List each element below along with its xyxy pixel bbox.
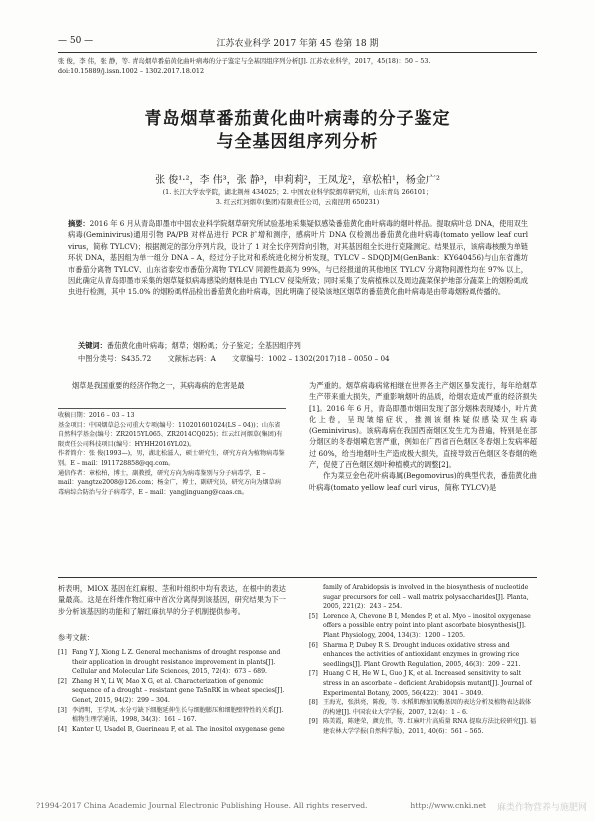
copyright-notice: ?1994-2017 China Academic Journal Electronic Publishing House. All rights reserved. [36, 801, 368, 810]
reference-item: [1] Fang Y J, Xiong L Z. General mechanisms of drought response and their application in drought resistance improvement in plants[J]. Cellular and Molecular Life Sciences, 2015, 72(4)：673 – 689. [58, 649, 281, 676]
footnote [58, 411, 286, 497]
affiliations [0, 187, 595, 207]
keywords-label: 关键词： [78, 341, 107, 350]
reference-item: [2] Zhang H Y, Li W, Mao X G, et al. Characterization of genomic sequence of a drought – resistant gene TaSnRK in wheat species[J]. Genet, 2015, 94(2)：299 – 304. [58, 677, 285, 704]
abstract [68, 218, 528, 298]
reference-item: [9] 陈美霞，陈建荣，颜克伟，等. 红麻叶片高质量 RNA 提取方法比较研究[J]. 福建农林大学学报(自然科学版)，2011, 40(6)：561 – 565. [309, 718, 537, 735]
title-line-2: 与全基因组序列分析 [216, 132, 379, 152]
first-author-bio: 作者简介：张 俊(1993—)，男，湖北松滋人，硕士研究生，研究方向为植物病毒鉴别。E – mail：l911728858@qq.com。 [58, 450, 285, 467]
reference-continuation: family of Arabidopsis is involved in the biosynthesis of nucleotide sugar precursors for cell – wall matrix polysaccharides[J]. Planta, 2005, 221(2)：243 – 254. [323, 584, 529, 611]
citation [58, 56, 538, 76]
title-line-1: 青岛烟草番茄黄化曲叶病毒的分子鉴定 [144, 109, 451, 129]
classification [78, 353, 528, 364]
page-title [0, 108, 595, 154]
reference-item: [4] Kanter U, Usadel B, Guerineau F, et al. The inositol oxygenase gene [58, 725, 285, 733]
section-rule [58, 577, 537, 578]
intro-paragraph: 烟草是我国重要的经济作物之一，其病毒病的危害是最 [72, 381, 245, 390]
page-number: — 50 — [58, 36, 94, 46]
corresponding-author: 通信作者：章松柏，博士，副教授，研究方向为病毒鉴别与分子病毒学，E – mail：yangtze2008@126.com；杨金广，博士，副研究员，研究方向为烟草病毒病综合防治与分子病毒学，E – mail：yangjinguang@caas.cn。 [58, 469, 281, 496]
reference-item: [7] Huang C H, He W L, Guo J K, et al. Increased sensitivity to salt stress in an ascorbate – deficient Arabidopsis mutant[J]. Journal of Experimental Botany, 2005, 56(422)：3041 – 3049. [309, 670, 532, 697]
running-header [58, 36, 537, 50]
header-rule [58, 52, 537, 53]
received-date: 收稿日期：2016 – 03 – 13 [58, 412, 135, 419]
body-paragraph [309, 380, 537, 493]
funding: 基金项目：中国烟草总公司重大专项(编号：110201601024(LS – 04))；山东省自然科学基金(编号：ZR2015YL065、ZR2014CQ025)；红云红河烟草(集团)有限责任公司科技项目(编号：HYHH2016YL02)。 [58, 421, 283, 448]
reference-item: [3] 李清明，王学凤. 水分亏缺下细胞延伸生长与细胞膨压和细胞壁特性的关系[J]. 植物生理学通讯，1998, 34(3)：161 – 167. [58, 706, 284, 724]
doi-line: doi:10.15889/j.issn.1002 – 1302.2017.18.012 [58, 67, 205, 75]
references-left [58, 648, 286, 734]
cnki-link[interactable]: http://www.cnki.net [410, 801, 486, 810]
abstract-label: 摘要： [68, 219, 90, 228]
keywords [78, 340, 528, 351]
clc-number: 中图分类号：S435.72 [78, 354, 152, 363]
journal-title: 江苏农业科学 2017 年第 45 卷第 18 期 [216, 39, 379, 49]
body-text: 为严重的。烟草病毒病常相继在世界各主产烟区暴发流行，每年给烟草生产带来重大损失，严重影响烟叶的品质，给烟农造成严重的经济损失[1]。2016 年 6 月，青岛即墨市烟田发现了部分烟株表现矮小，叶片黄化上卷，呈现皱缩症状，推测该烟株疑似感染双生病毒(Geminivirus)。该病毒病在我国西南烟区发生尤为普遍，特别是在部分烟区的冬春烟嗬危害严重，例如在广西省百色烟区冬春烟上发病率超过 60%，给当地烟叶生产造成极大损失，直接导致百色烟区冬春烟的绝产，促使了百色烟区烟叶种植模式的调整[2]。 [309, 381, 537, 470]
abstract-text: 2016 年 6 月从青岛即墨市中国农业科学院烟草研究所试验基地采集疑似感染番茄黄化曲叶病毒的烟叶样品。提取病叶总 DNA，使用双生病毒(Geminivirus)通用引物 PA/PB 对样品进行 PCR 扩增和测序，感病叶片 DNA 仅检测出番茄黄化曲叶病毒(tomato yellow leaf curl virus，简称 TYLCV)；根据测定的部分序列片段，设计了 1 对全长序列背向引物，对其基因组全长进行克隆测定。结果显示，该病毒核酸为单链环状 DNA，基因组为单一组分 DNA – A，经过分子比对和系统进化树分析发现，TYLCV – SDQDJM(GenBank：KY640456)与山东省潍坊市番茄分离物 TYLCV、山东省泰安市番茄分离物 TYLCV 同源性最高为 99%，与已经报道的其他地区 TYLCV 分离物间源性均在 97% 以上，因此确定从青岛即墨市采集的烟草疑似病毒感染的烟株是由 TYLCV 侵染所致；同时采集了发病植株以及周边蔬菜保护地部分蔬菜上的烟粉虱成虫进行检测，其中 15.0% 的烟粉虱样品检出番茄黄化曲叶病毒，因此明确了侵染该地区烟草的番茄黄化曲叶病毒是由带毒烟粉虱传播的。 [68, 219, 528, 297]
authors: 张 俊¹·²，李 伟³，张 静³，申莉莉²，王凤龙²，章松柏¹，杨金广² [155, 175, 440, 186]
references-title: 参考文献： [58, 633, 94, 642]
doc-code: 文献标志码：A [167, 354, 216, 363]
citation-line: 张 俊，李 伟，张 静，等. 青岛烟草番茄黄化曲叶病毒的分子鉴定与全基因组序列分析[J]. 江苏农业科学，2017，45(18)：50 – 53. [58, 57, 431, 65]
reference-item: [5] Lorence A, Chevone B I, Mendes P, et al. Myo – inositol oxygenase offers a possible entry point into plant ascorbate biosynthesis[J]. Plant Physiology, 2004, 134(3)：1200 – 1205. [309, 612, 531, 639]
keywords-text: 番茄黄化曲叶病毒；烟草；烟粉虱；分子鉴定；全基因组序列 [106, 341, 301, 350]
reference-item: [8] 王海光，张洪亮，陈俊，等. 水稻肌醇加氧酶基因的表达分析及植物表达载体的构建[J]. 中国农业大学学报，2007, 12(4)：1 – 6. [309, 699, 532, 716]
affiliation-line-1: (1. 长江大学农学院，湖北荆州 434025；2. 中国农业科学院烟草研究所，山东青岛 266101； [162, 188, 433, 196]
continuation-paragraph: 析表明，MIOX 基因在红麻根、茎和叶组织中均有表达，在根中的表达量最高。这是在纤维作物红麻中首次分离得到该基因，研究结果为下一步分析该基因的功能和了解红麻抗旱的分子机制提供参考。 [58, 584, 286, 616]
article-number: 文章编号：1002 – 1302(2017)18 – 0050 – 04 [232, 354, 390, 363]
watermark: 麻类作物营养与施肥网 [496, 803, 587, 813]
affiliation-line-2: 3. 红云红河烟草(集团)有限责任公司，云南昆明 650231) [215, 198, 380, 206]
footnote-rule [58, 408, 286, 409]
body-text-2: 作为菜豆金色花叶病毒属(Begomovirus)的典型代表，番茄黄化曲叶病毒(tomato yellow leaf curl virus，简称 TYLCV)是 [309, 471, 537, 492]
references-right [309, 583, 537, 737]
reference-item: [6] Sharma P, Dubey R S. Drought induces oxidative stress and enhances the activities of antioxidant enzymes in growing rice seedlings[J]. Plant Growth Regulation, 2005, 46(3)：209 – 221. [309, 641, 521, 668]
